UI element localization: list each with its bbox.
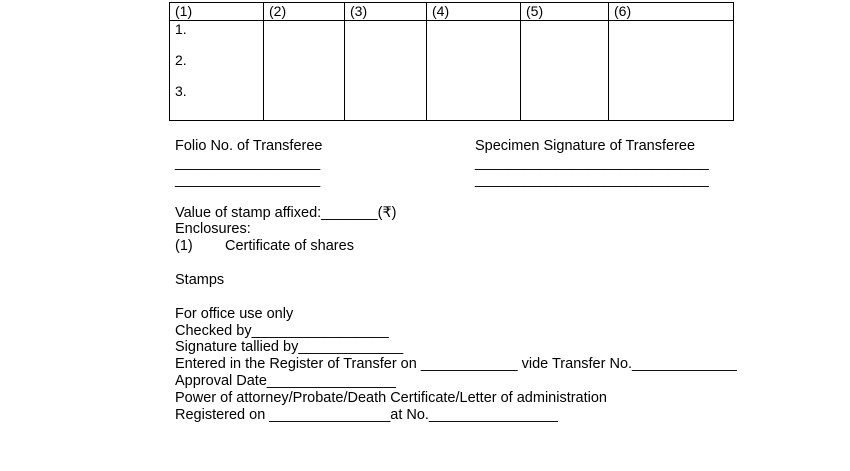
table-cell-2[interactable] <box>264 21 345 121</box>
table-cell-3[interactable] <box>345 21 427 121</box>
stamps-label: Stamps <box>175 272 225 288</box>
row-number-3: 3. <box>175 83 187 99</box>
specimen-signature-label: Specimen Signature of Transferee <box>475 138 696 154</box>
office-use-title: For office use only <box>175 306 294 322</box>
register-entry-field[interactable]: Entered in the Register of Transfer on ____________ vide Transfer No._____________ <box>175 356 737 372</box>
signature-tallied-field[interactable]: Signature tallied by_____________ <box>175 339 404 355</box>
table-cell-4[interactable] <box>427 21 521 121</box>
row-numbers-cell <box>170 21 264 121</box>
folio-line-1[interactable]: __________________ <box>175 155 321 171</box>
col-header-5: (5) <box>521 3 609 21</box>
checked-by-field[interactable]: Checked by_________________ <box>175 323 389 339</box>
folio-line-2[interactable]: __________________ <box>175 172 321 188</box>
table-cell-6[interactable] <box>609 21 734 121</box>
folio-label: Folio No. of Transferee <box>175 138 323 154</box>
row-number-2: 2. <box>175 52 187 68</box>
power-of-attorney-label: Power of attorney/Probate/Death Certificate/Letter of administration <box>175 390 607 406</box>
col-header-2: (2) <box>264 3 345 21</box>
row-number-1: 1. <box>175 21 187 37</box>
stamp-value-field[interactable]: Value of stamp affixed:_______(₹) <box>175 205 397 221</box>
enclosures-label: Enclosures: <box>175 221 251 237</box>
table-header-row <box>170 3 734 21</box>
enclosure-item-text: Certificate of shares <box>225 238 354 254</box>
share-details-table <box>169 2 734 121</box>
registered-on-field[interactable]: Registered on _______________at No.________________ <box>175 407 558 423</box>
approval-date-field[interactable]: Approval Date________________ <box>175 373 396 389</box>
specimen-signature-line-1[interactable]: _____________________________ <box>475 155 709 171</box>
table-cell-5[interactable] <box>521 21 609 121</box>
specimen-signature-line-2[interactable]: _____________________________ <box>475 172 709 188</box>
col-header-1: (1) <box>170 3 264 21</box>
enclosure-item-number: (1) <box>175 238 193 254</box>
table-body-row <box>170 21 734 121</box>
col-header-6: (6) <box>609 3 734 21</box>
col-header-3: (3) <box>345 3 427 21</box>
col-header-4: (4) <box>427 3 521 21</box>
